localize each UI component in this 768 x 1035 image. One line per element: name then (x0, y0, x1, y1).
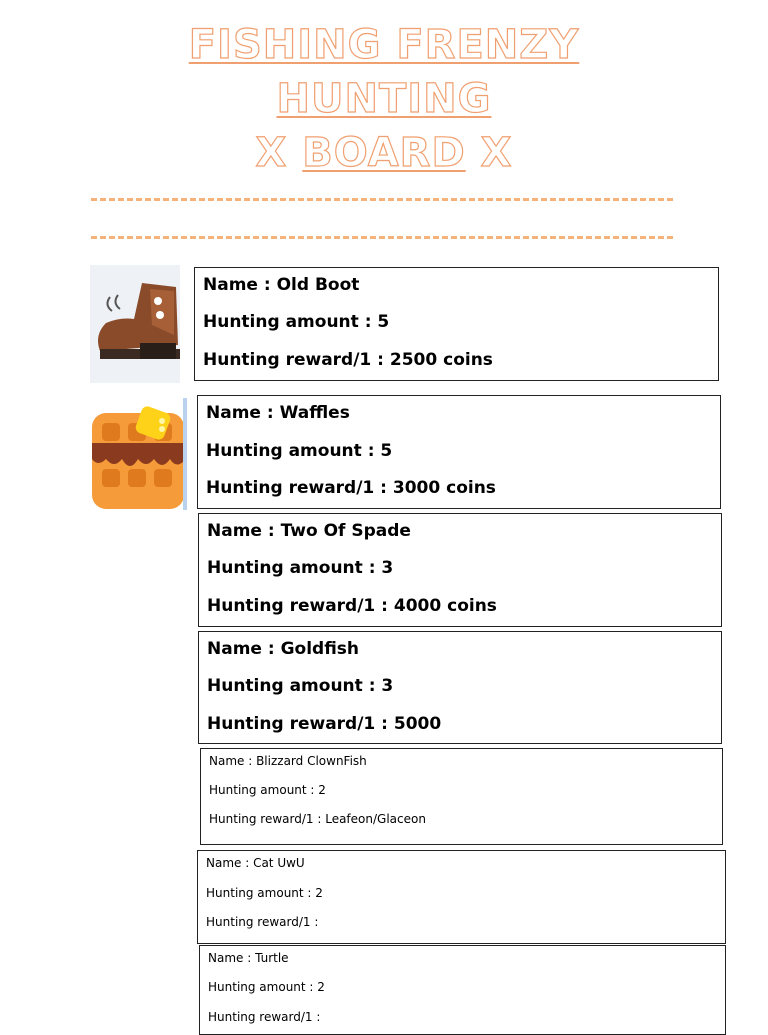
item-card-old-boot (194, 267, 719, 381)
item-reward: Hunting reward/1 : 2500 coins (203, 350, 493, 370)
item-name: Name : Turtle (208, 951, 289, 965)
item-reward: Hunting reward/1 : (208, 1010, 321, 1024)
item-reward: Hunting reward/1 : Leafeon/Glaceon (209, 812, 426, 826)
item-card-waffles (197, 395, 721, 509)
item-amount: Hunting amount : 2 (206, 886, 323, 900)
item-card-turtle (199, 945, 726, 1035)
item-card-blizzard-clownfish (200, 748, 723, 845)
item-name: Name : Old Boot (203, 275, 360, 295)
item-name: Name : Waffles (206, 403, 350, 423)
title-line-3: X BOARD X (255, 130, 513, 176)
item-amount: Hunting amount : 2 (208, 980, 325, 994)
item-card-goldfish (198, 631, 722, 744)
item-amount: Hunting amount : 5 (206, 441, 393, 461)
item-name: Name : Cat UwU (206, 856, 305, 870)
item-card-two-of-spade (198, 513, 722, 627)
item-reward: Hunting reward/1 : 5000 (207, 714, 442, 734)
divider-dashes-2 (91, 236, 673, 239)
old-boot-image (90, 265, 180, 383)
item-amount: Hunting amount : 2 (209, 783, 326, 797)
item-reward: Hunting reward/1 : (206, 915, 319, 929)
item-amount: Hunting amount : 3 (207, 558, 394, 578)
item-amount: Hunting amount : 3 (207, 676, 394, 696)
item-name: Name : Two Of Spade (207, 521, 411, 541)
divider-dashes-1 (91, 198, 673, 201)
title-line-2: HUNTING (276, 76, 492, 122)
item-reward: Hunting reward/1 : 4000 coins (207, 596, 497, 616)
item-name: Name : Blizzard ClownFish (209, 754, 367, 768)
item-card-cat-uwu (197, 850, 726, 944)
item-amount: Hunting amount : 5 (203, 312, 390, 332)
title-line-1: FISHING FRENZY (188, 22, 580, 68)
waffle-image (90, 403, 185, 511)
item-reward: Hunting reward/1 : 3000 coins (206, 478, 496, 498)
item-name: Name : Goldfish (207, 639, 360, 659)
background-fragment (183, 398, 187, 510)
